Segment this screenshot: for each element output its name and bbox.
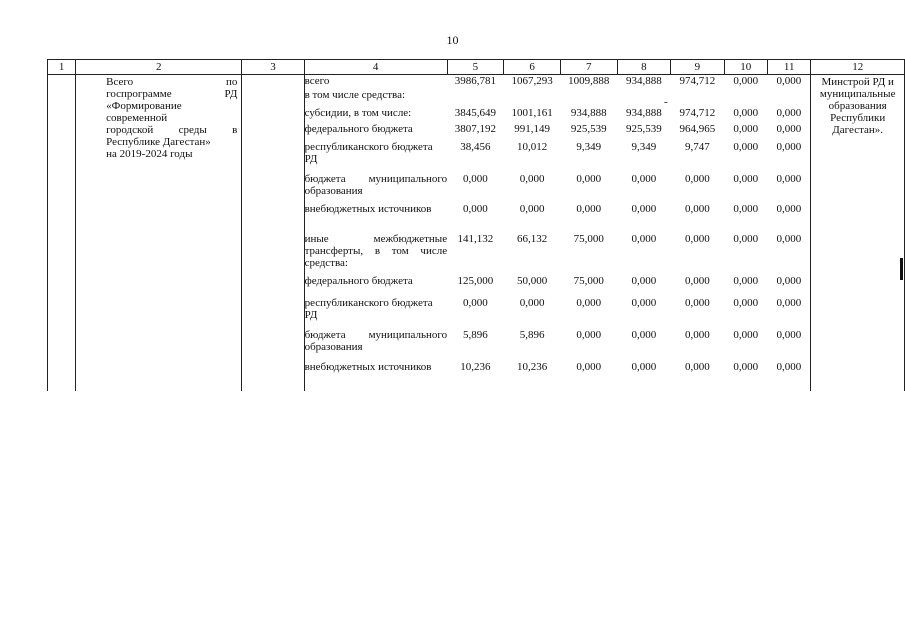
header-cell: 6 (504, 60, 561, 75)
row-label (304, 107, 447, 123)
value-cell: 0,000 (733, 232, 759, 245)
value-cell: 0,000 (684, 296, 710, 309)
value-cell: 38,456 (460, 140, 491, 153)
value-cell: 964,965 (679, 122, 716, 135)
value-cell: 125,000 (457, 274, 494, 287)
value-cell: 0,000 (733, 360, 759, 373)
value-cell: 0,000 (631, 202, 657, 215)
value-cell (447, 89, 504, 107)
page-number: 10 (446, 33, 459, 47)
executor-text: Минстрой РД и муниципальные образования Республики Дагестан». (819, 76, 896, 136)
value-cell: 9,747 (684, 140, 710, 153)
value-cell: 1009,888 (568, 75, 610, 87)
value-cell: 0,000 (776, 122, 802, 135)
value-cell: 5,896 (463, 328, 488, 341)
value-cell: 0,000 (631, 232, 657, 245)
row-label (304, 329, 447, 361)
value-cell (504, 89, 561, 107)
value-cell: 1067,293 (511, 75, 553, 87)
value-cell: 0,000 (463, 202, 488, 215)
value-cell: 0,000 (463, 172, 488, 185)
value-cell: 0,000 (733, 172, 759, 185)
program-name-line: на 2019-2024 годы (106, 148, 193, 160)
header-cell: 8 (617, 60, 670, 75)
value-cell: 0,000 (519, 172, 545, 185)
value-cell: 10,236 (460, 360, 491, 373)
row-label-text: субсидии, в том числе: (304, 106, 412, 119)
value-cell: 0,000 (733, 75, 759, 87)
header-cell: 1 (48, 60, 76, 75)
value-cell: 0,000 (463, 296, 488, 309)
header-cell: 11 (767, 60, 810, 75)
value-cell: 141,132 (457, 232, 494, 245)
value-cell: 1001,161 (511, 106, 553, 119)
value-cell: 991,149 (514, 122, 550, 135)
program-name-line: Всего по (106, 76, 238, 88)
value-cell: 0,000 (576, 172, 602, 185)
value-cell: 0,000 (631, 274, 657, 287)
col3-cell (242, 75, 304, 391)
value-cell: 50,000 (516, 274, 548, 287)
row-label (304, 203, 447, 233)
budget-table (47, 59, 905, 391)
row-label-text: бюджета муниципального образования (304, 328, 448, 353)
header-row (48, 60, 905, 75)
value-cell: 0,000 (776, 274, 802, 287)
value-cell: 0,000 (776, 75, 802, 87)
value-cell: 0,000 (776, 360, 802, 373)
value-cell (724, 89, 767, 107)
row-label (304, 233, 447, 275)
row-label-text: иные межбюджетные трансферты, в том числе средства: (304, 232, 448, 269)
value-cell: 0,000 (776, 232, 802, 245)
header-cell: 12 (811, 60, 905, 75)
value-cell: 0,000 (576, 360, 602, 373)
value-cell: 0,000 (576, 296, 602, 309)
value-cell: 0,000 (631, 172, 657, 185)
value-cell: 0,000 (733, 328, 759, 341)
value-cell: 0,000 (776, 172, 802, 185)
row-label (304, 297, 447, 329)
value-cell: 9,349 (631, 140, 657, 153)
value-cell (617, 89, 670, 107)
program-name-cell (76, 75, 242, 391)
row-label-text: внебюджетных источников (304, 202, 432, 215)
header-cell: 5 (447, 60, 504, 75)
value-cell: 0,000 (684, 232, 710, 245)
program-name-line: госпрограмме РД (106, 88, 238, 100)
value-cell: 5,896 (519, 328, 545, 341)
row-label-text: всего (304, 75, 330, 87)
row-label-text: внебюджетных источников (304, 360, 432, 373)
value-cell: 0,000 (733, 202, 759, 215)
value-cell: 0,000 (733, 296, 759, 309)
row-label (304, 141, 447, 173)
header-cell: 9 (671, 60, 724, 75)
value-cell: 3845,649 (454, 106, 497, 119)
value-cell: 10,012 (516, 140, 548, 153)
dash-mark: - (664, 96, 668, 108)
program-name-line: современной (106, 112, 168, 124)
value-cell: 0,000 (733, 140, 759, 153)
value-cell: 0,000 (684, 328, 710, 341)
row-label-text: бюджета муниципального образования (304, 172, 448, 197)
value-cell: 0,000 (733, 106, 759, 119)
value-cell (671, 89, 724, 107)
value-cell: 10,236 (516, 360, 548, 373)
value-cell: 0,000 (519, 296, 545, 309)
header-cell: 3 (242, 60, 304, 75)
row-label (304, 361, 447, 391)
value-cell: 934,888 (625, 106, 662, 119)
row-label (304, 173, 447, 203)
value-cell: 0,000 (776, 140, 802, 153)
value-cell: 0,000 (776, 106, 802, 119)
value-cell: 0,000 (631, 360, 657, 373)
value-cell: 974,712 (679, 75, 716, 87)
header-cell: 10 (724, 60, 767, 75)
header-cell: 7 (560, 60, 617, 75)
value-cell (560, 89, 617, 107)
value-cell: 0,000 (684, 360, 710, 373)
value-cell: 75,000 (573, 232, 604, 245)
value-cell: 0,000 (684, 172, 710, 185)
executor-cell (811, 75, 905, 391)
value-cell: 3807,192 (454, 122, 497, 135)
value-cell: 934,888 (625, 75, 662, 87)
row-label-text: в том числе средства: (304, 88, 406, 101)
header-cell: 2 (76, 60, 242, 75)
value-cell: 974,712 (679, 106, 716, 119)
value-cell: 3986,781 (454, 75, 497, 87)
value-cell: 66,132 (516, 232, 548, 245)
value-cell: 0,000 (684, 202, 710, 215)
program-name-line: «Формирование (106, 100, 182, 112)
program-name-line: Республике Дагестан» (106, 136, 211, 148)
row-label (304, 275, 447, 297)
table-row (48, 75, 905, 89)
value-cell: 0,000 (519, 202, 545, 215)
value-cell: 0,000 (733, 122, 759, 135)
col1-cell (48, 75, 76, 391)
value-cell: 0,000 (631, 296, 657, 309)
value-cell: 0,000 (576, 202, 602, 215)
row-label (304, 89, 447, 107)
row-label-text: федерального бюджета (304, 122, 413, 135)
program-name-line: городской среды в (106, 124, 238, 136)
value-cell: 0,000 (776, 202, 802, 215)
value-cell: 0,000 (733, 274, 759, 287)
value-cell: 75,000 (573, 274, 604, 287)
value-cell: 0,000 (684, 274, 710, 287)
value-cell (767, 89, 810, 107)
value-cell: 0,000 (631, 328, 657, 341)
row-label (304, 123, 447, 141)
edge-mark (900, 258, 903, 280)
row-label-text: республиканского бюджета РД (304, 296, 433, 321)
value-cell: 9,349 (576, 140, 602, 153)
header-cell: 4 (304, 60, 447, 75)
value-cell: 0,000 (776, 328, 802, 341)
row-label-text: федерального бюджета (304, 274, 413, 287)
row-label-text: республиканского бюджета РД (304, 140, 433, 165)
value-cell: 0,000 (576, 328, 602, 341)
value-cell: 925,539 (625, 122, 662, 135)
value-cell: 0,000 (776, 296, 802, 309)
row-label (304, 75, 447, 89)
value-cell: 925,539 (570, 122, 607, 135)
value-cell: 934,888 (570, 106, 607, 119)
